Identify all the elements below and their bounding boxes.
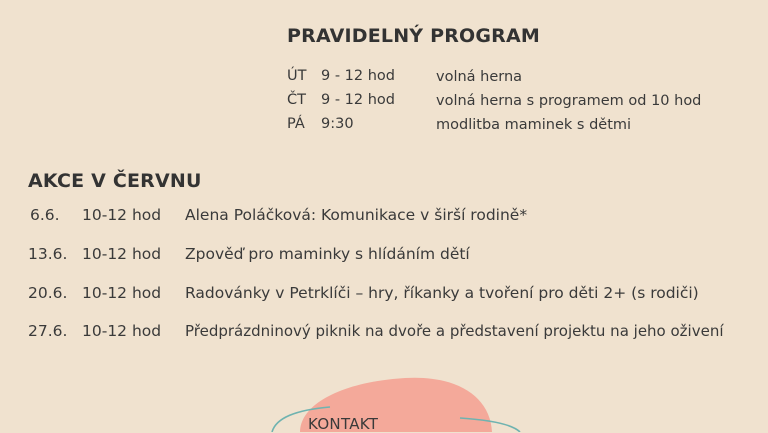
contact-link[interactable]: KONTAKT — [308, 415, 379, 433]
program-time: 9:30 — [321, 116, 354, 132]
event-time: 10-12 hod — [82, 322, 162, 340]
program-desc: volná herna s programem od 10 hod — [436, 93, 702, 109]
event-date: 27.6. — [28, 322, 68, 340]
event-desc: Alena Poláčková: Komunikace v širší rodině* — [185, 206, 528, 224]
event-desc: Předprázdninový piknik na dvoře a představení projektu na jeho oživení — [185, 322, 724, 340]
program-title: PRAVIDELNÝ PROGRAM — [287, 25, 541, 47]
program-desc: volná herna — [436, 69, 523, 85]
program-time: 9 - 12 hod — [321, 68, 396, 84]
events-title: AKCE V ČERVNU — [28, 170, 202, 192]
event-date: 13.6. — [28, 245, 68, 263]
event-time: 10-12 hod — [82, 206, 162, 224]
event-date: 6.6. — [30, 206, 60, 224]
event-time: 10-12 hod — [82, 284, 162, 302]
program-desc: modlitba maminek s dětmi — [436, 117, 632, 133]
program-day: ČT — [287, 92, 306, 108]
event-desc: Zpověď pro maminky s hlídáním dětí — [185, 245, 470, 263]
program-time: 9 - 12 hod — [321, 92, 396, 108]
program-day: PÁ — [287, 116, 305, 132]
event-date: 20.6. — [28, 284, 68, 302]
event-time: 10-12 hod — [82, 245, 162, 263]
program-day: ÚT — [287, 68, 307, 84]
event-desc: Radovánky v Petrklíči – hry, říkanky a tvoření pro děti 2+ (s rodiči) — [185, 284, 699, 302]
